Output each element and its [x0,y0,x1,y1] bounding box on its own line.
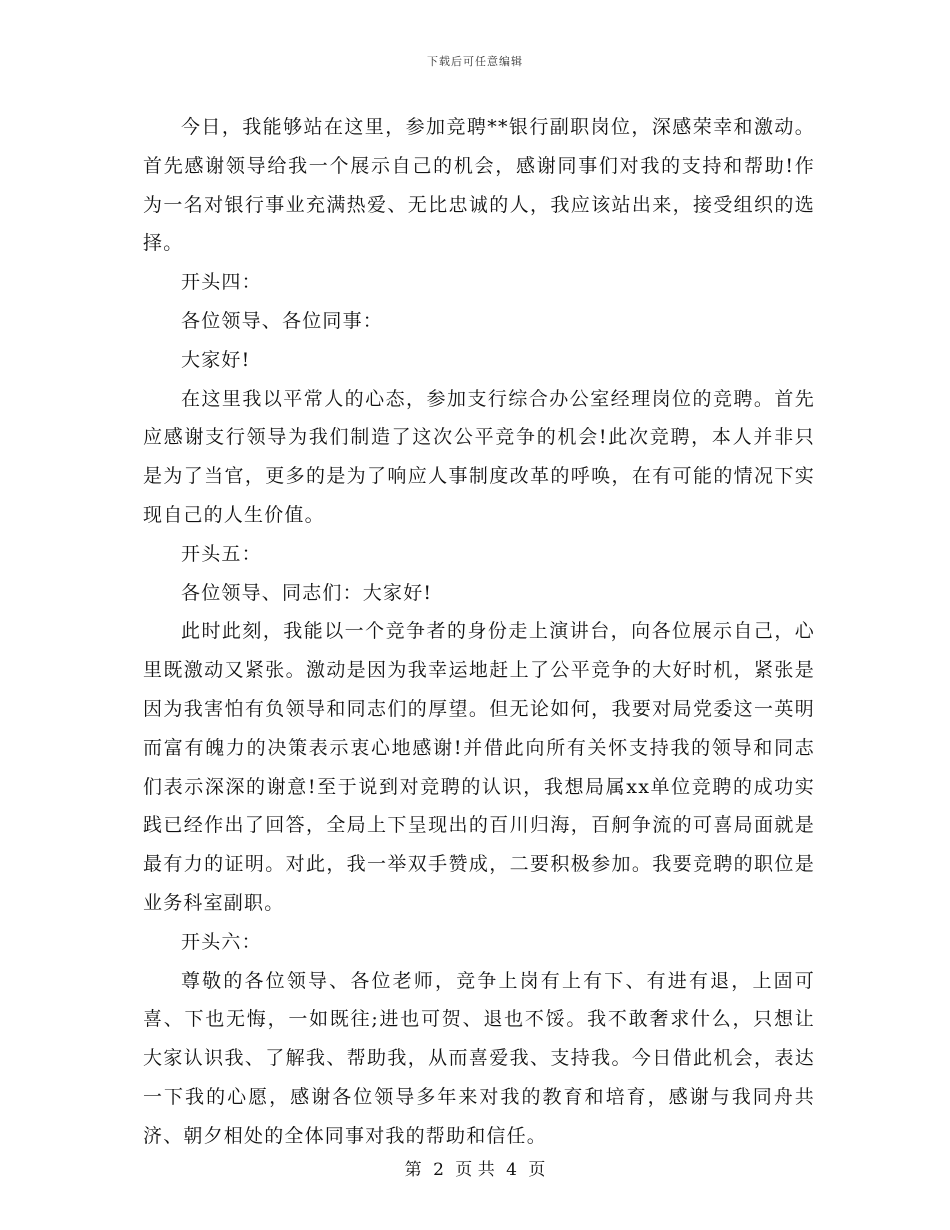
page-header-note: 下载后可任意编辑 [427,55,523,68]
greeting: 大家好! [181,348,251,371]
footer-total-pages: 4 [506,1160,517,1180]
section-heading-opening-four: 开头四： [181,271,262,294]
document-body [143,108,815,1156]
paragraph-opening-five: 此时此刻，我能以一个竞争者的身份走上演讲台，向各位展示自己，心里既激动又紧张。激动是因为我幸运地赶上了公平竞争的大好时机，紧张是因为我害怕有负领导和同志们的厚望。但无论如何，我要对局党委这一英明而富有魄力的决策表示衷心地感谢!并借此向所有关怀支持我的领导和同志们表示深深的谢意!至于说到对竞聘的认识，我想局属xx单位竞聘的成功实践已经作出了回答，全局上下呈现出的百川归海，百舸争流的可喜局面就是最有力的证明。对此，我一举双手赞成，二要积极参加。我要竞聘的职位是业务科室副职。 [143,620,815,914]
section-heading-opening-five: 开头五： [181,542,262,565]
footer-suffix: 页 [528,1160,546,1180]
footer-middle: 页 共 [455,1160,495,1180]
footer-current-page: 2 [433,1160,444,1180]
salutation: 各位领导、各位同事： [181,309,384,332]
paragraph-opening-six: 尊敬的各位领导、各位老师，竞争上岗有上有下、有进有退，上固可喜、下也无悔，一如既往;进也可贺、退也不馁。我不敢奢求什么，只想让大家认识我、了解我、帮助我，从而喜爱我、支持我。今日借此机会，表达一下我的心愿，感谢各位领导多年来对我的教育和培育，感谢与我同舟共济、朝夕相处的全体同事对我的帮助和信任。 [143,969,815,1147]
footer-prefix: 第 [404,1160,422,1180]
page-footer [0,1155,950,1180]
section-heading-opening-six: 开头六： [181,930,262,953]
paragraph-opening-four: 在这里我以平常人的心态，参加支行综合办公室经理岗位的竞聘。首先应感谢支行领导为我们制造了这次公平竞争的机会!此次竞聘，本人并非只是为了当官，更多的是为了响应人事制度改革的呼唤，在有可能的情况下实现自己的人生价值。 [143,387,815,526]
paragraph-intro: 今日，我能够站在这里，参加竞聘**银行副职岗位，深感荣幸和激动。首先感谢领导给我一个展示自己的机会，感谢同事们对我的支持和帮助!作为一名对银行事业充满热爱、无比忠诚的人，我应该站出来，接受组织的选择。 [143,116,815,255]
salutation-greeting: 各位领导、同志们：大家好! [181,581,433,604]
